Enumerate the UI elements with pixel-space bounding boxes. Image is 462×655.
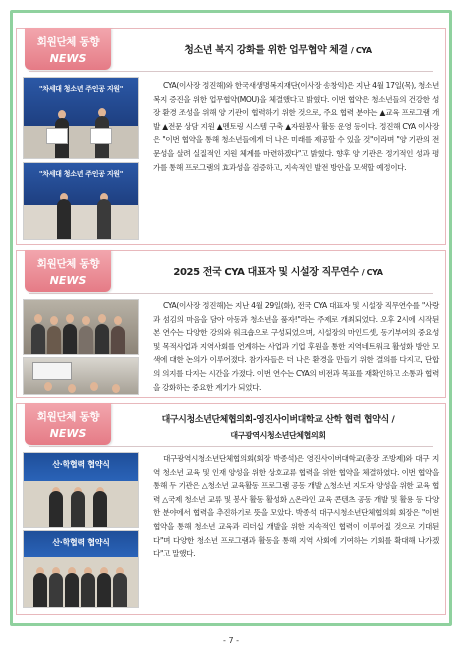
photo-mou-signing-2: "차세대 청소년 주인공 지원" xyxy=(23,162,139,240)
badge-english: NEWS xyxy=(49,427,87,440)
badge-korean: 회원단체 동향 xyxy=(36,36,100,48)
news-badge xyxy=(25,403,111,445)
article-title: 2025 전국 CYA 대표자 및 시설장 직무연수 / CYA xyxy=(173,267,383,278)
photo-agreement-1: 산·학협력 협약식 xyxy=(23,452,139,528)
news-section-mou xyxy=(16,28,446,245)
news-badge xyxy=(25,250,111,292)
divider xyxy=(29,446,433,447)
news-badge xyxy=(25,28,111,70)
news-section-training xyxy=(16,250,446,398)
article-body: 대구광역시청소년단체협의회(회장 박종석)은 영진사이버대학교(총장 조방제)와 대구 지역 청소년 교육 및 인재 양성을 위한 상호교류 협력을 위한 협약을 체결하였다. 이번 협약을 통해 두 기관은 △청소년 교육활동 프로그램 공동 개발 △청소년 지도자 양성을 위한 교육 협력 △국제 청소년 교류 및 봉사 활동 활성화 △온라인 교육 콘텐츠 공동 개발 및 활용 등 다양한 분야에서 협력을 추진하기로 뜻을 모았다. 박종석 대구시청소년단체협의회 회장은 "이번 협약을 통해 청소년 교육과 리더십 개발을 위한 지속적인 협력이 이루어질 것으로 기대된다"며 다양한 청소년 프로그램과 활동을 통해 지역 사회에 기여하는 기회를 확대해 나가겠다"고 말했다. xyxy=(153,454,439,559)
photo-mou-signing-1: "차세대 청소년 주인공 지원" xyxy=(23,77,139,159)
photo-lecture xyxy=(23,357,139,395)
badge-english: NEWS xyxy=(49,274,87,287)
article-title: 대구시청소년단체협의회-영진사이버대학교 산학 협력 협약식 / xyxy=(161,415,395,425)
news-section-agreement xyxy=(16,403,446,615)
article-title: 청소년 복지 강화를 위한 업무협약 체결 / CYA xyxy=(184,45,372,56)
article-body: CYA(이사장 정진해)와 한국새생명복지재단(이사장 송창익)은 지난 4월 17일(목), 청소년 복지 증진을 위한 업무협약(MOU)을 체결했다고 밝혔다. 이번 협약은 청소년들의 건강한 성장 환경 조성을 위해 양 기관이 협력하기 위한 것으로, 주요 협력 분야는 ▲교육 프로그램 개발 ▲전문 상담 지원 ▲멘토링 시스템 구축 ▲자원봉사 활동 운영 등이다. 정진해 CYA 이사장은 "이번 협약을 통해 청소년들에게 더 나은 미래를 제공할 수 있을 것"이라며 "양 기관의 전문성을 살려 실질적인 지원 체계를 마련하겠다"고 밝혔다. 향후 양 기관은 정기적인 성과 평가를 통해 프로그램의 효과성을 검증하고, 지속적인 발전 방안을 모색할 예정이다. xyxy=(153,81,439,172)
article-body: CYA(이사장 정진해)는 지난 4월 29일(화), 전국 CYA 대표자 및 시설장 직무연수를 "사랑과 섬김의 마음을 담아 아동과 청소년을 품자!"라는 주제로 개최되었다. 오후 2시에 시작된 본 연수는 다양한 강의와 워크숍으로 구성되었으며, 시설장의 마인드셋, 동기부여의 중요성 및 목적사업과 지역사회를 연계하는 사업과 기업 후원을 통한 지역네트워크 활성화 방안 모색에 대한 논의가 이루어졌다. 참가자들은 더 나은 환경을 만들기 위한 결의를 다지고, 단합의 의지를 다지는 시간을 가졌다. 이번 연수는 CYA의 비전과 목표를 재확인하고 소통과 협력을 강화하는 중요한 계기가 되었다. xyxy=(153,301,439,392)
badge-korean: 회원단체 동향 xyxy=(36,258,100,270)
photo-group xyxy=(23,299,139,355)
badge-english: NEWS xyxy=(49,52,87,65)
photo-agreement-2: 산·학협력 협약식 xyxy=(23,530,139,608)
badge-korean: 회원단체 동향 xyxy=(36,411,100,423)
article-subtitle: 대구광역시청소년단체협의회 xyxy=(230,431,326,440)
divider xyxy=(29,71,433,72)
divider xyxy=(29,293,433,294)
page-number: - 7 - xyxy=(223,636,239,645)
